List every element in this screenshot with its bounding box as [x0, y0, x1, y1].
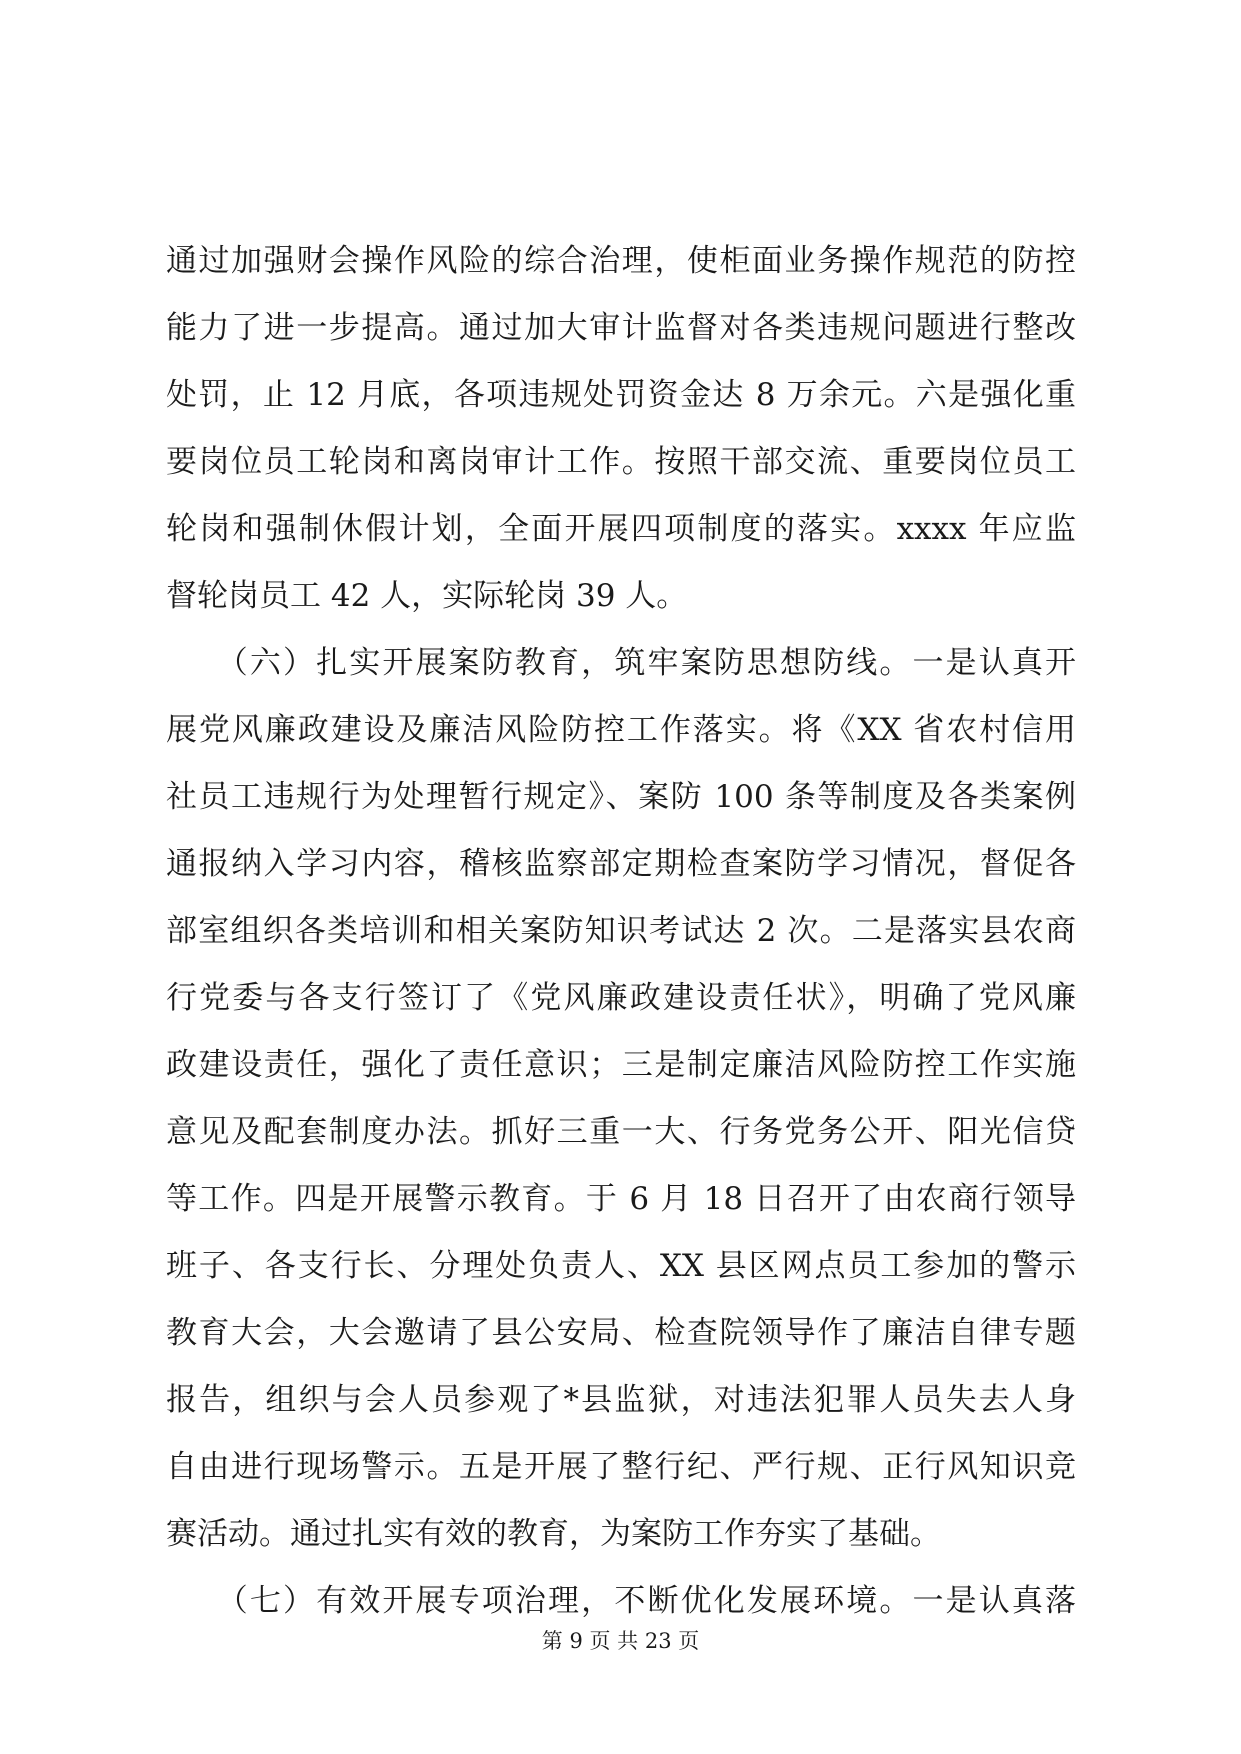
- text-line: 部室组织各类培训和相关案防知识考试达 2 次。二是落实县农商: [166, 913, 1076, 949]
- text-line: 督轮岗员工 42 人，实际轮岗 39 人。: [166, 578, 688, 614]
- text-line: （七）有效开展专项治理，不断优化发展环境。一是认真落: [166, 1583, 1076, 1619]
- text-line: 行党委与各支行签订了《党风廉政建设责任状》，明确了党风廉: [166, 980, 1076, 1016]
- text-line: （六）扎实开展案防教育，筑牢案防思想防线。一是认真开: [166, 645, 1076, 681]
- text-line: 通报纳入学习内容，稽核监察部定期检查案防学习情况，督促各: [166, 846, 1076, 882]
- text-line: 能力了进一步提高。通过加大审计监督对各类违规问题进行整改: [166, 310, 1076, 346]
- text-line: 社员工违规行为处理暂行规定》、案防 100 条等制度及各类案例: [166, 779, 1076, 815]
- text-line: 通过加强财会操作风险的综合治理，使柜面业务操作规范的防控: [166, 243, 1076, 279]
- text-line: 班子、各支行长、分理处负责人、XX 县区网点员工参加的警示: [166, 1248, 1076, 1284]
- text-line: 自由进行现场警示。五是开展了整行纪、严行规、正行风知识竞: [166, 1449, 1076, 1485]
- page-footer: 第 9 页 共 23 页: [541, 1629, 700, 1653]
- text-line: 轮岗和强制休假计划，全面开展四项制度的落实。xxxx 年应监: [166, 511, 1076, 547]
- text-line: 展党风廉政建设及廉洁风险防控工作落实。将《XX 省农村信用: [166, 712, 1076, 748]
- text-line: 赛活动。通过扎实有效的教育，为案防工作夯实了基础。: [166, 1516, 941, 1552]
- text-line: 等工作。四是开展警示教育。于 6 月 18 日召开了由农商行领导: [166, 1181, 1076, 1217]
- text-line: 报告，组织与会人员参观了*县监狱，对违法犯罪人员失去人身: [166, 1382, 1076, 1418]
- text-line: 意见及配套制度办法。抓好三重一大、行务党务公开、阳光信贷: [166, 1114, 1076, 1150]
- text-line: 处罚，止 12 月底，各项违规处罚资金达 8 万余元。六是强化重: [166, 377, 1076, 413]
- text-line: 要岗位员工轮岗和离岗审计工作。按照干部交流、重要岗位员工: [166, 444, 1076, 480]
- text-line: 政建设责任，强化了责任意识；三是制定廉洁风险防控工作实施: [166, 1047, 1076, 1083]
- body-text: [166, 228, 1076, 1635]
- text-line: 教育大会，大会邀请了县公安局、检查院领导作了廉洁自律专题: [166, 1315, 1076, 1351]
